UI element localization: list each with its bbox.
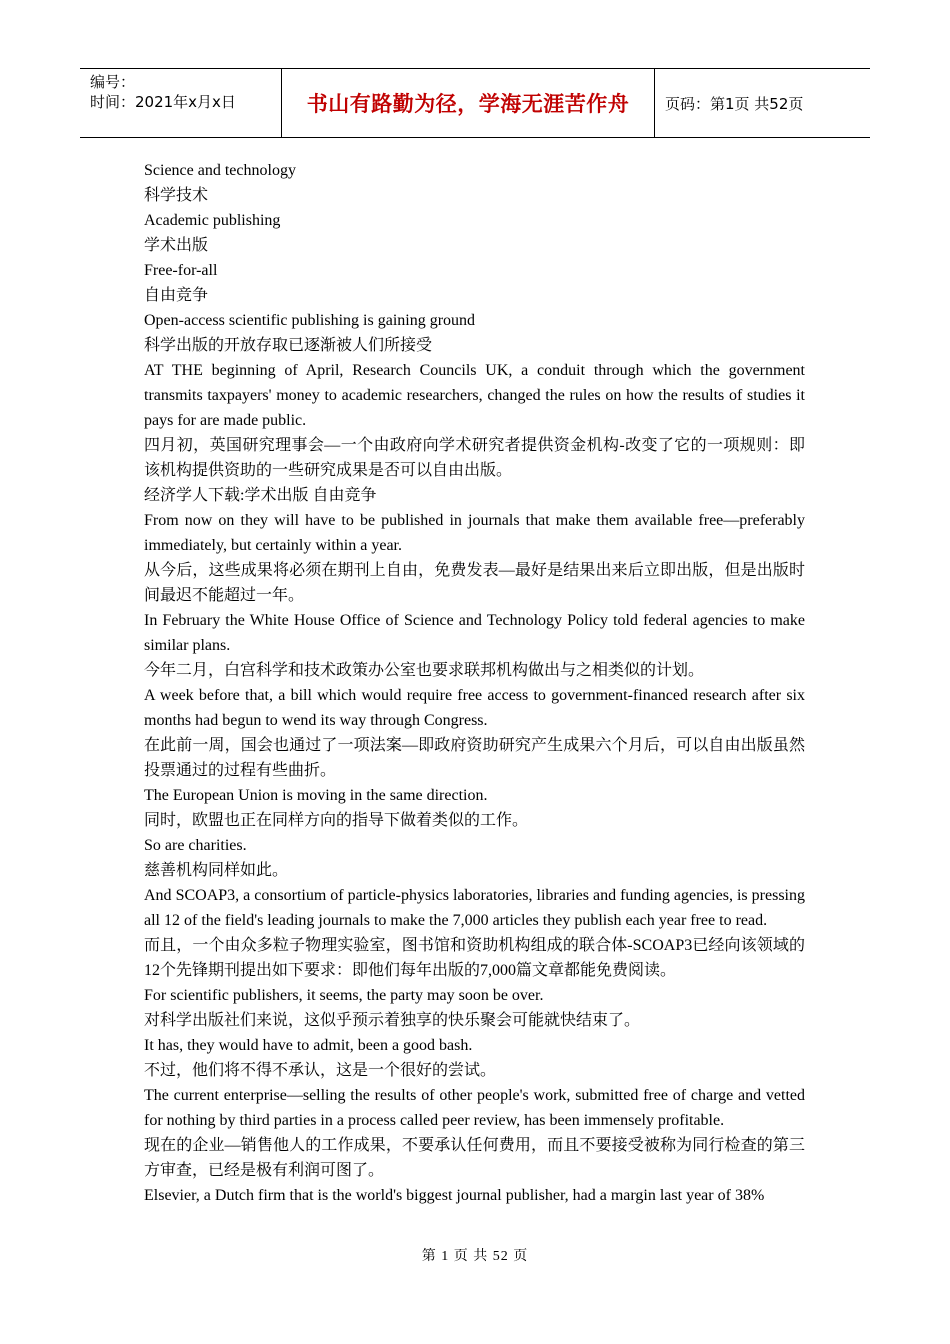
paragraph: For scientific publishers, it seems, the party may soon be over.: [144, 987, 544, 1004]
paragraph: 不过，他们将不得不承认，这是一个很好的尝试。: [144, 1062, 497, 1079]
header-page-info: 页码：第1页 共52页: [665, 94, 804, 113]
header-meta: [80, 69, 282, 137]
paragraph: 科学技术: [144, 187, 209, 204]
paragraph: 自由竞争: [144, 287, 209, 304]
page-footer: 第 1 页 共 52 页: [421, 1249, 529, 1264]
paragraph: 从今后，这些成果将必须在期刊上自由，免费发表—最好是结果出来后立即出版，但是出版时间最迟不能超过一年。: [144, 562, 805, 604]
paragraph: 四月初，英国研究理事会—一个由政府向学术研究者提供资金机构-改变了它的一项规则：即该机构提供资助的一些研究成果是否可以自由出版。: [144, 437, 805, 479]
paragraph: Science and technology: [144, 162, 296, 179]
paragraph: 学术出版: [144, 237, 209, 254]
paragraph: 慈善机构同样如此。: [144, 862, 289, 879]
paragraph: 对科学出版社们来说，这似乎预示着独享的快乐聚会可能就快结束了。: [144, 1012, 641, 1029]
paragraph: From now on they will have to be published in journals that make them available free—preferably immediately, but certainly within a year.: [144, 512, 805, 554]
paragraph: 经济学人下载:学术出版 自由竞争: [144, 487, 377, 504]
paragraph: Open-access scientific publishing is gaining ground: [144, 312, 476, 329]
paragraph: AT THE beginning of April, Research Councils UK, a conduit through which the government transmits taxpayers' money to academic researchers, changed the rules on how the results of studies it pays for are made public.: [144, 362, 805, 429]
paragraph: The current enterprise—selling the results of other people's work, submitted free of charge and vetted for nothing by third parties in a process called peer review, has been immensely profitable.: [144, 1087, 805, 1129]
paragraph: In February the White House Office of Science and Technology Policy told federal agencies to make similar plans.: [144, 612, 805, 654]
paragraph: A week before that, a bill which would require free access to government-financed research after six months had begun to wend its way through Congress.: [144, 687, 805, 729]
number-label: 编号：: [90, 73, 136, 91]
time-label: 时间：2021年x月x日: [90, 93, 236, 111]
paragraph: The European Union is moving in the same direction.: [144, 787, 488, 804]
paragraph: Free-for-all: [144, 262, 218, 279]
paragraph: 在此前一周，国会也通过了一项法案—即政府资助研究产生成果六个月后，可以自由出版虽然投票通过的过程有些曲折。: [144, 737, 805, 779]
paragraph: 同时，欧盟也正在同样方向的指导下做着类似的工作。: [144, 812, 529, 829]
paragraph: So are charities.: [144, 837, 247, 854]
paragraph: 而且，一个由众多粒子物理实验室，图书馆和资助机构组成的联合体-SCOAP3已经向该领域的12个先锋期刊提出如下要求：即他们每年出版的7,000篇文章都能免费阅读。: [144, 937, 805, 979]
paragraph: And SCOAP3, a consortium of particle-physics laboratories, libraries and funding agencies, is pressing all 12 of the field's leading journals to make the 7,000 articles they publish each year free to read.: [144, 887, 805, 929]
page-header: [80, 68, 870, 138]
paragraph: 今年二月，白宫科学和技术政策办公室也要求联邦机构做出与之相类似的计划。: [144, 662, 705, 679]
paragraph: 科学出版的开放存取已逐渐被人们所接受: [144, 337, 433, 354]
header-motto: 书山有路勤为径，学海无涯苦作舟: [282, 69, 655, 137]
document-body: [144, 158, 805, 1208]
paragraph: Elsevier, a Dutch firm that is the world's biggest journal publisher, had a margin last year of 38%: [144, 1187, 765, 1204]
paragraph: Academic publishing: [144, 212, 281, 229]
paragraph: It has, they would have to admit, been a good bash.: [144, 1037, 473, 1054]
paragraph: 现在的企业—销售他人的工作成果，不要承认任何费用，而且不要接受被称为同行检查的第三方审查，已经是极有利润可图了。: [144, 1137, 805, 1179]
